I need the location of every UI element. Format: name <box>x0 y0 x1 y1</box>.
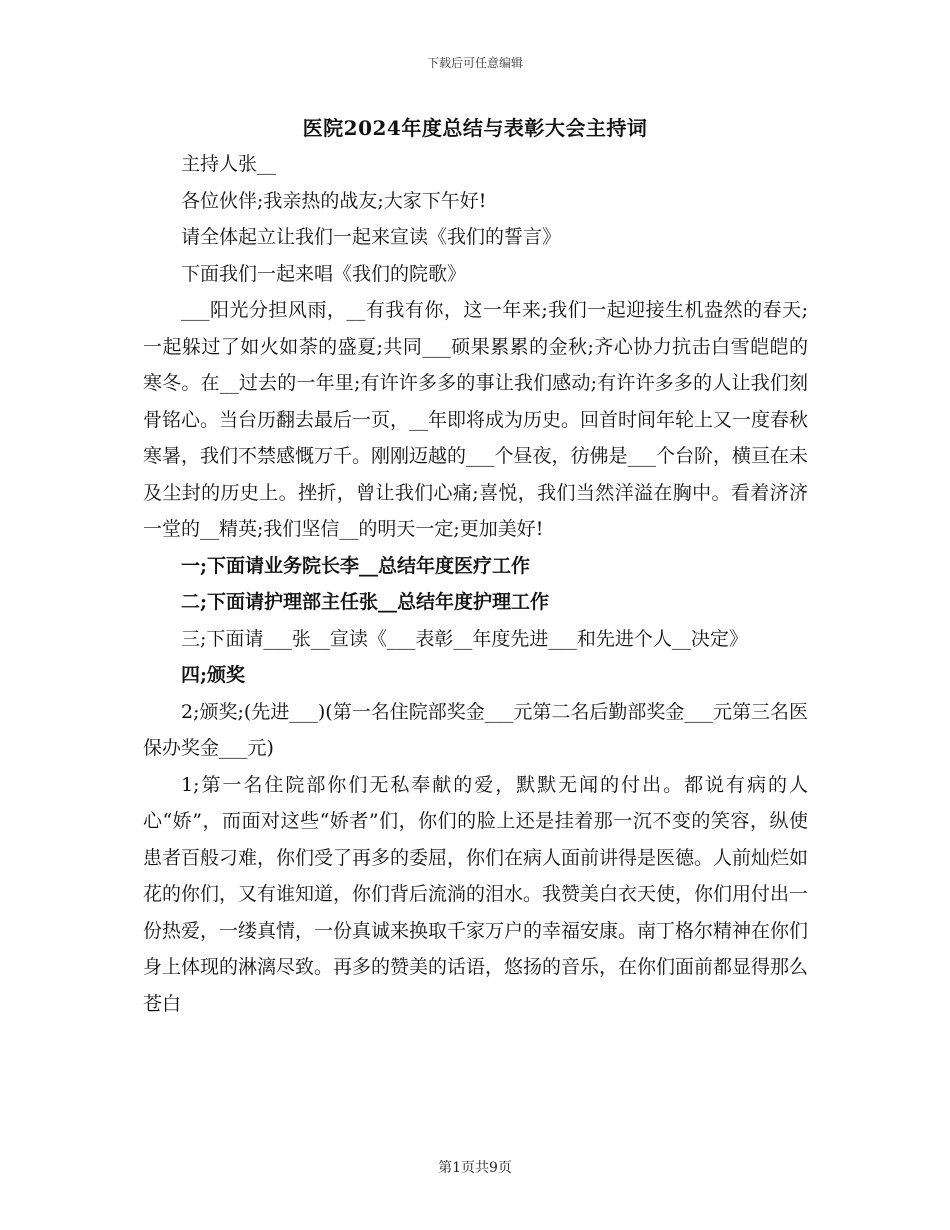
document-body <box>143 146 808 1022</box>
oath-paragraph: 请全体起立让我们一起来宣读《我们的誓言》 <box>181 226 562 248</box>
greeting-paragraph: 各位伙伴;我亲热的战友;大家下午好! <box>181 189 487 212</box>
agenda-item-2: 二;下面请护理部主任张__总结年度护理工作 <box>181 591 550 613</box>
award-speech-paragraph: 1;第一名住院部你们无私奉献的爱，默默无闻的付出。都说有病的人心“娇”，而面对这些“娇者”们，你们的脸上还是挂着那一沉不变的笑容，纵使患者百般刁难，你们受了再多的委屈，你们在病人面前讲得是医德。人前灿烂如花的你们，又有谁知道，你们背后流淌的泪水。我赞美白衣天使，你们用付出一份热爱，一缕真情，一份真诚来换取千家万户的幸福安康。南丁格尔精神在你们身上体现的淋漓尽致。再多的赞美的话语，悠扬的音乐，在你们面前都显得那么苍白 <box>143 773 809 1015</box>
agenda-item-3: 三;下面请___张__宣读《___表彰__年度先进___和先进个人__决定》 <box>181 627 748 650</box>
page-number: 第1页共9页 <box>438 1160 512 1176</box>
agenda-item-1: 一;下面请业务院长李__总结年度医疗工作 <box>181 554 531 577</box>
anthem-paragraph: 下面我们一起来唱《我们的院歌》 <box>181 262 467 285</box>
agenda-item-4: 四;颁奖 <box>181 664 246 686</box>
opening-speech-paragraph: ___阳光分担风雨，__有我有你，这一年来;我们一起迎接生机盎然的春天;一起躲过了如火如荼的盛夏;共同___硕果累累的金秋;齐心协力抗击白雪皑皑的寒冬。在__过去的一年里;有许许多多的事让我们感动;有许许多多的人让我们刻骨铭心。当台历翻去最后一页，__年即将成为历史。回首时间年轮上又一度春秋寒暑，我们不禁感慨万千。刚刚迈越的___个昼夜，彷佛是___个台阶，横亘在未及尘封的历史上。挫折，曾让我们心痛;喜悦，我们当然洋溢在胸中。看着济济一堂的__精英;我们坚信__的明天一定;更加美好! <box>143 299 809 540</box>
award-list-paragraph: 2;颁奖;(先进___)(第一名住院部奖金___元第二名后勤部奖金___元第三名医保办奖金___元) <box>143 700 808 759</box>
host-line: 主持人张__ <box>181 153 277 175</box>
document-title: 医院2024年度总结与表彰大会主持词 <box>302 116 648 140</box>
download-note: 下载后可任意编辑 <box>426 56 523 70</box>
